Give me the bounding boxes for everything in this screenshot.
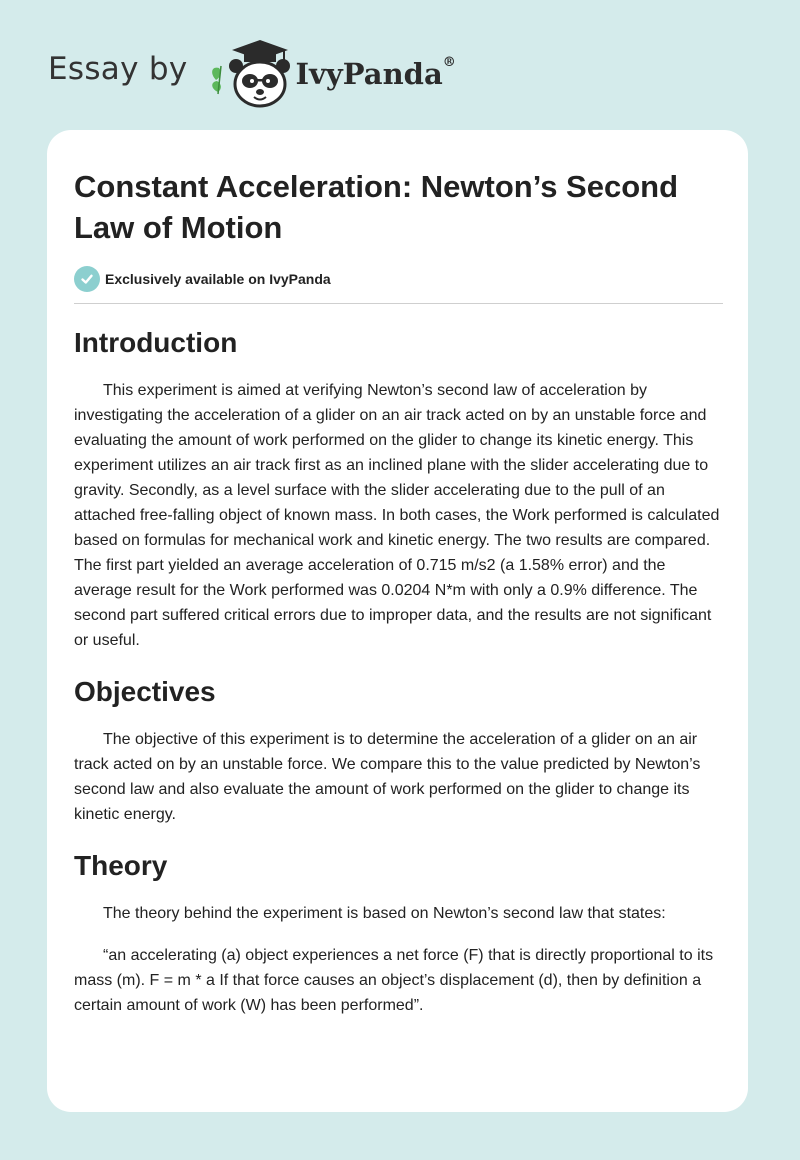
theory-paragraph: The theory behind the experiment is based on Newton’s second law that states:	[103, 905, 666, 922]
brand-name-text: IvyPanda	[295, 57, 443, 91]
panda-graduation-cap-logo-icon[interactable]	[202, 36, 294, 110]
title-divider	[74, 303, 723, 304]
exclusive-badge-text: Exclusively available on IvyPanda	[105, 271, 331, 287]
section-heading-theory: Theory	[74, 850, 168, 881]
article-content	[74, 130, 723, 1018]
theory-quote-paragraph: “an accelerating (a) object experiences a net force (F) that is directly proportional to its mass (m). F = m * a If that force causes an object’s displacement (d), then by definition a certain amount of work (W) has been performed”.	[74, 947, 714, 1014]
check-circle-icon	[74, 266, 100, 292]
section-heading-introduction: Introduction	[74, 327, 238, 358]
section-heading-objectives: Objectives	[74, 676, 216, 707]
registered-mark: ®	[442, 55, 456, 70]
brand-header	[48, 36, 456, 110]
brand-name[interactable]	[296, 57, 456, 91]
introduction-paragraph: This experiment is aimed at verifying Newton’s second law of acceleration by investigating the acceleration of a glider on an air track acted on by an unstable force and evaluating the amount of work performed on the glider to change its kinetic energy. This experiment utilizes an air track first as an inclined plane with the slider accelerating due to gravity. Secondly, as a level surface with the slider accelerating due to the pull of an attached free-falling object of known mass. In both cases, the Work performed is calculated based on formulas for mechanical work and kinetic energy. The two results are compared. The first part yielded an average acceleration of 0.715 m/s2 (a 1.58% error) and the average result for the Work performed was 0.0204 N*m with only a 0.9% difference. The second part suffered critical errors due to improper data, and the results are not significant or useful.	[74, 382, 720, 649]
page-title: Constant Acceleration: Newton’s Second Law of Motion	[74, 169, 679, 245]
exclusive-badge	[74, 265, 723, 293]
objectives-paragraph: The objective of this experiment is to determine the acceleration of a glider on an air track acted on by an unstable force. We compare this to the value predicted by Newton’s second law and also evaluate the amount of work performed on the glider to change its kinetic energy.	[74, 731, 701, 823]
article-card	[47, 130, 748, 1112]
brand-prefix: Essay by	[48, 51, 188, 87]
